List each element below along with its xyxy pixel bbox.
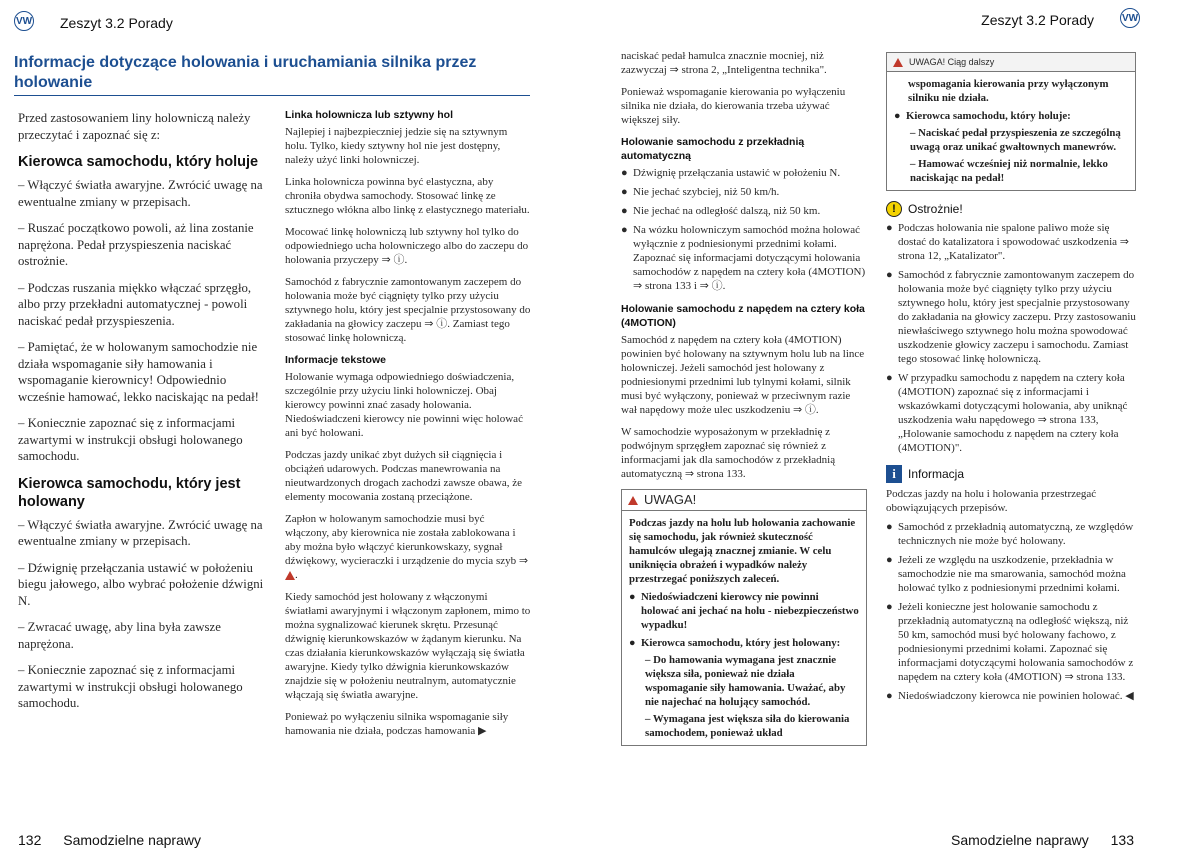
list-item [886,689,1136,703]
paragraph: Ponieważ wspomaganie kierowania po wyłączeniu silnika nie działa, do kierowania trzeba używać większej siły. [621,86,846,126]
list-item-text: Niedoświadczony kierowca nie powinien holować. ◀ [898,690,1134,702]
list-item: – Ruszać początkowo powoli, aż lina zostanie naprężona. Pedał przyspieszenia naciskać ostrożnie. [18,221,254,268]
list-item [621,204,867,218]
bullet-mark: ● [629,591,636,603]
list-item: – Włączyć światła awaryjne. Zwrócić uwagę na ewentualne zmiany w przepisach. [18,178,263,209]
warning-intro: Podczas jazdy na holu lub holowania zachowanie się samochodu, jak również skuteczność hamulców ulegają znacznej zmianie. W celu uniknięcia obrażeń i wypadków należy przestrzegać poniższych zaleceń. [629,517,856,585]
paragraph: Ponieważ po wyłączeniu silnika wspomaganie siły hamowania nie działa, podczas hamowania ▶ [285,711,509,737]
footer-right [951,832,1134,848]
list-item [886,600,1136,684]
heading-auto-transmission: Holowanie samochodu z przekładnią automatyczną [621,136,805,162]
list-item [886,520,1136,548]
bullet-mark: ● [629,637,636,649]
warning-bullet-text: Niedoświadczeni kierowcy nie powinni holować ani jechać na holu - niebezpieczeństwo wypadku! [641,591,859,631]
list-item-text: Samochód z fabrycznie zamontowanym zaczepem do holowania może być ciągnięty tylko przy użyciu sztywnego holu, który jest specjalnie przystosowany do zakładania na głowicy zaczepu. Przy zastosowaniu niewłaściwego sztywnego holu można spowodować uszkodzenie głowicy zaczepu i samochodu. Zamiast tego stosować linkę holowniczą. [898,269,1136,365]
warning-bullet [629,590,859,632]
warning-triangle-icon [628,496,638,505]
paragraph: Podczas jazdy unikać zbyt dużych sił ciągnięcia i obciążeń udarowych. Podczas manewrowania na nieutwardzonych drogach zachodzi zawsze obawa, że elementy mocowania zostaną przeciążone. [285,449,522,503]
paragraph: Holowanie wymaga odpowiedniego doświadczenia, szczególnie przy użyciu linki holowniczej. Obaj kierowcy powinni znać zasady holowania. Niedoświadczeni kierowcy nie powinni więc holować ani być holowani. [285,371,523,439]
warning-header [887,53,1135,72]
list-item: – Koniecznie zapoznać się z informacjami zawartymi w instrukcji obsługi holowanego samochodu. [18,663,243,710]
paragraph: Linka holownicza powinna być elastyczna, aby chroniła obydwa samochody. Stosować linkę ze sztucznego włókna albo linkę z elastycznego materiału. [285,176,530,216]
warning-box-continued [886,52,1136,191]
paragraph-text: Zapłon w holowanym samochodzie musi być włączony, aby kierownica nie została zablokowana i aby można było włączyć kierunkowskazy, sygnał dźwiękowy, wycieraczki i urządzenie do mycia szyb ⇒ [285,513,529,567]
warning-header [622,490,866,511]
list-item: – Pamiętać, że w holowanym samochodzie nie działa wspomaganie siły hamowania i wspomaganie kierownicy! Odpowiednio wcześnie hamować, lekko naciskając na pedał! [18,340,259,404]
warning-body [887,72,1135,190]
list-item-text: Na wózku holowniczym samochód można holować wyłącznie z podniesionymi przednimi kołami. Zapoznać się informacjami dotyczącymi holowania samochodów z napędem na cztery koła (4MOTION) ⇒ strona 133 i ⇒ ⓘ. [633,224,866,292]
warning-dash-item: – Wymagana jest większa siła do kierowania samochodem, ponieważ układ [645,713,850,739]
bullet-mark: ● [621,167,628,179]
page-number-right: 133 [1110,832,1134,848]
vw-logo-left [14,11,34,31]
list-item [886,371,1136,455]
list-item-text: Jeżeli konieczne jest holowanie samochodu z przekładnią automatyczną na odległość większą, niż 50 km, samochód musi być holowany fachowo, z podniesionymi przednimi kołami. Zapoznać się informacjami dotyczącymi holowania samochodów z napędem na cztery koła (4MOTION) ⇒ strona 133. [898,601,1134,683]
section-title: Informacje dotyczące holowania i uruchamiania silnika przez holowanie [14,54,477,91]
bullet-mark: ● [886,601,893,613]
logo-text: VW [15,15,33,27]
paragraph: W samochodzie wyposażonym w przekładnię z podwójnym sprzęgłem zapoznać się również z informacjami jak dla samochodów z przekładnią automatyczną ⇒ strona 133. [621,426,836,480]
list-item [621,223,867,293]
section-rule [14,95,530,96]
list-item [621,166,867,180]
info-header [886,465,1136,483]
paragraph: naciskać pedał hamulca znacznie mocniej, niż zazwyczaj ⇒ strona 2, „Inteligentna technika". [621,50,827,76]
caution-icon: ! [886,201,902,217]
list-item-text: W przypadku samochodu z napędem na cztery koła (4MOTION) zapoznać się z informacjami i wskazówkami dotyczącymi holowania, aby uniknąć uszkodzenia wału napędowego ⇒ strona 133, „Holowanie samochodu z napędem na cztery koła (4MOTION)". [898,372,1128,454]
vw-logo-right [1120,8,1140,28]
list-item-text: Nie jechać szybciej, niż 50 km/h. [633,186,780,198]
caution-header [886,201,1136,217]
warning-bullet-text: Kierowca samochodu, który holuje: [906,110,1071,122]
bullet-mark: ● [886,269,893,281]
list-item-text: Podczas holowania nie spalone paliwo może się dostać do katalizatora i spowodować uszkodzenia ⇒ strona 12, „Katalizator". [898,222,1129,262]
list-item [886,268,1136,366]
list-item: – Zwracać uwagę, aby lina była zawsze naprężona. [18,620,221,651]
warning-bullet-text: Kierowca samochodu, który jest holowany: [641,637,841,649]
warning-continued-text: wspomagania kierowania przy wyłączonym silniku nie działa. [908,78,1109,104]
list-item-text: Jeżeli ze względu na uszkodzenie, przekładnia w samochodzie nie ma smarowania, samochód można holować tylko z podniesionymi przednimi kołami. [898,554,1126,594]
caution-title: Ostrożnie! [908,202,963,216]
page-number-left: 132 [18,832,42,848]
bullet-mark: ● [894,110,901,122]
list-item-text: Samochód z przekładnią automatyczną, ze względów technicznych nie może być holowany. [898,521,1134,547]
warning-title: UWAGA! Ciąg dalszy [909,57,995,67]
bullet-mark: ● [886,222,893,234]
bullet-mark: ● [886,690,893,702]
warning-dash-item: – Hamować wcześniej niż normalnie, lekko naciskając na pedał! [910,158,1108,184]
heading-towed-driver: Kierowca samochodu, który jest holowany [18,475,241,510]
warning-bullet [894,109,1128,123]
bullet-mark: ● [621,224,628,236]
warning-bullet [629,636,859,650]
heading-towing-driver: Kierowca samochodu, który holuje [18,154,259,170]
column-4 [886,52,1136,703]
info-text: Podczas jazdy na holu i holowania przestrzegać obowiązujących przepisów. [886,488,1097,514]
warning-triangle-icon [285,571,295,580]
footer-section-right: Samodzielne naprawy [951,832,1089,848]
paragraph: Kiedy samochód jest holowany z włączonymi światłami awaryjnymi i włączonym zapłonem, mimo to można sygnalizować kierunek skrętu. Przesunąć dźwignię kierunkowskazów w żądanym kierunku. Na czas działania kierunkowskazów wyłączają się światła awaryjne. Kiedy tylko dźwignia kierunkowskazów znajdzie się w położeniu neutralnym, automatycznie włączają się światła awaryjne. [285,591,531,701]
column-1 [18,110,270,722]
warning-title: UWAGA! [644,492,697,507]
info-icon: i [886,465,902,483]
column-2 [285,106,531,746]
bullet-mark: ● [886,372,893,384]
paragraph: Samochód z napędem na cztery koła (4MOTION) powinien być holowany na sztywnym holu lub na lince holowniczej. Jeżeli samochód jest holowany z podniesionymi przednimi lub tylnymi kołami, silnik musi być wyłączony, ponieważ w przeciwnym razie wał napędowy może ulec uszkodzeniu ⇒ ⓘ. [621,334,865,416]
header-title-left: Zeszyt 3.2 Porady [60,15,173,31]
warning-box [621,489,867,746]
list-item: – Dźwignię przełączania ustawić w położeniu biegu jałowego, albo wybrać położenie dźwigni N. [18,560,264,608]
footer-section-left: Samodzielne naprawy [63,832,201,848]
paragraph-ignition: Zapłon w holowanym samochodzie musi być włączony, aby kierownica nie została zablokowana i aby można było włączyć kierunkowskazy, sygnał dźwiękowy, wycieraczki i urządzenie do mycia szyb ⇒ . [285,513,529,581]
heading-tow-rope: Linka holownicza lub sztywny hol [285,109,454,121]
list-item [886,221,1136,263]
warning-dash-item: – Naciskać pedał przyspieszenia ze szczególną uwagą oraz unikać gwałtownych manewrów. [910,127,1121,153]
list-item: – Włączyć światła awaryjne. Zwrócić uwagę na ewentualne zmiany w przepisach. [18,517,263,548]
column-3 [621,49,867,746]
info-title: Informacja [908,467,965,481]
bullet-mark: ● [886,521,893,533]
logo-text: VW [1121,12,1139,24]
intro-text: Przed zastosowaniem liny holowniczą należy przeczytać i zapoznać się z: [18,111,251,142]
header-title-right: Zeszyt 3.2 Porady [981,12,1094,28]
warning-dash-item: – Do hamowania wymagana jest znacznie większa siła, ponieważ nie działa wspomaganie siły hamowania. Uważać, aby nie najechać na holujący samochód. [645,654,846,708]
heading-text-info: Informacje tekstowe [285,354,386,366]
bullet-mark: ● [621,205,628,217]
list-item [621,185,867,199]
footer-left [18,832,201,848]
paragraph: Samochód z fabrycznie zamontowanym zaczepem do holowania może być ciągnięty tylko przy użyciu sztywnego holu, który jest specjalnie przystosowany do zakładania na głowicy zaczepu ⇒ ⓘ. Zamiast tego stosować linkę holowniczą. [285,276,531,344]
list-item: – Podczas ruszania miękko włączać sprzęgło, albo przy przekładni automatycznej - powoli naciskać pedał przyspieszenia. [18,280,252,328]
list-item-text: Dźwignię przełączania ustawić w położeniu N. [633,167,841,179]
warning-body [622,511,866,745]
bullet-mark: ● [621,186,628,198]
paragraph: Mocować linkę holowniczą lub sztywny hol tylko do odpowiedniego ucha holowniczego albo do zaczepu do holowania przyczepy ⇒ ⓘ. [285,226,529,266]
list-item [886,553,1136,595]
warning-triangle-icon [893,58,903,67]
list-item-text: Nie jechać na odległość dalszą, niż 50 km. [633,205,821,217]
paragraph: Najlepiej i najbezpieczniej jedzie się na sztywnym holu. Tylko, kiedy sztywny hol nie jest dostępny, należy użyć linki holowniczej. [285,126,508,166]
bullet-mark: ● [886,554,893,566]
heading-4motion: Holowanie samochodu z napędem na cztery koła (4MOTION) [621,303,865,329]
list-item: – Koniecznie zapoznać się z informacjami zawartymi w instrukcji obsługi holowanego samochodu. [18,416,243,463]
